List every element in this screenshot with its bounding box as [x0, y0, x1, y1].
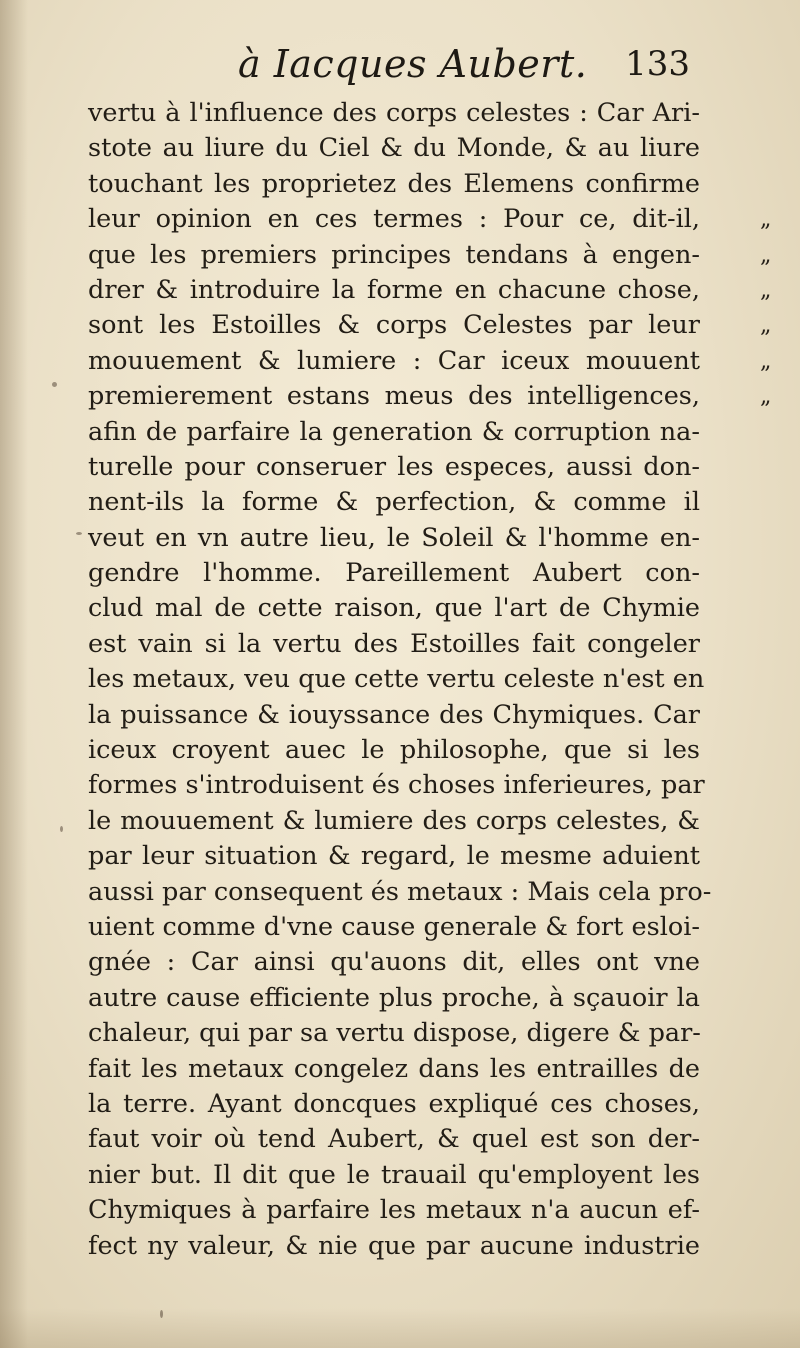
text-line	[88, 733, 700, 768]
line-text: la terre. Ayant doncques expliqué ces choses,	[88, 1088, 700, 1119]
text-line	[88, 415, 700, 450]
line-text: nent-ils la forme & perfection, & comme il	[88, 487, 700, 518]
gutter-shadow	[0, 0, 28, 1348]
ink-speck	[60, 826, 63, 832]
text-line	[88, 627, 700, 662]
line-text: le mouuement & lumiere des corps celestes, &	[88, 805, 700, 836]
ink-speck	[52, 382, 57, 387]
quotation-margin-mark: „	[760, 313, 772, 339]
line-text: uient comme d'vne cause generale & fort esloi-	[88, 911, 700, 942]
text-line	[88, 910, 700, 945]
text-line	[88, 662, 705, 697]
text-line	[88, 238, 772, 273]
line-text: premierement estans meus des intelligences,	[88, 381, 700, 412]
page-edge-shade	[0, 1308, 800, 1348]
line-text: drer & introduire la forme en chacune chose,	[88, 274, 700, 305]
text-line	[88, 1158, 700, 1193]
text-line	[88, 556, 700, 591]
text-line	[88, 96, 700, 131]
line-text: est vain si la vertu des Estoilles fait congeler	[88, 628, 700, 659]
line-text: fait les metaux congelez dans les entrailles de	[88, 1053, 700, 1084]
text-line	[88, 1122, 700, 1157]
line-text: par leur situation & regard, le mesme aduient	[88, 841, 700, 872]
text-line	[88, 131, 700, 166]
line-text: aussi par consequent és metaux : Mais cela pro-	[88, 876, 712, 907]
text-line	[88, 308, 772, 343]
line-text: mouuement & lumiere : Car iceux mouuent	[88, 345, 700, 376]
text-line	[88, 591, 700, 626]
text-line	[88, 202, 772, 237]
text-line	[88, 839, 700, 874]
line-text: touchant les proprietez des Elemens confirme	[88, 168, 700, 199]
body-text	[88, 96, 772, 1264]
line-text: leur opinion en ces termes : Pour ce, dit-il,	[88, 204, 700, 235]
line-text: formes s'introduisent és choses inferieures, par	[88, 770, 705, 801]
text-line	[88, 981, 700, 1016]
text-line	[88, 273, 772, 308]
text-line	[88, 1052, 700, 1087]
text-line	[88, 450, 700, 485]
line-text: clud mal de cette raison, que l'art de Chymie	[88, 593, 700, 624]
line-text: nier but. Il dit que le trauail qu'employent les	[88, 1159, 700, 1190]
quotation-margin-mark: „	[760, 277, 772, 303]
quotation-margin-mark: „	[760, 384, 772, 410]
line-text: autre cause efficiente plus proche, à sçauoir la	[88, 982, 700, 1013]
line-text: stote au liure du Ciel & du Monde, & au liure	[88, 133, 700, 164]
text-line	[88, 698, 700, 733]
line-text: iceux croyent auec le philosophe, que si les	[88, 735, 700, 766]
line-text: que les premiers principes tendans à engen-	[88, 239, 700, 270]
line-text: vertu à l'influence des corps celestes : Car Ari-	[88, 98, 700, 128]
line-text: turelle pour conseruer les especes, aussi don-	[88, 451, 700, 482]
text-line	[88, 804, 700, 839]
line-text: fect ny valeur, & nie que par aucune industrie	[88, 1230, 700, 1261]
line-text: les metaux, veu que cette vertu celeste n'est en	[88, 664, 705, 695]
text-line	[88, 344, 772, 379]
page-number: 133	[625, 44, 690, 84]
line-text: afin de parfaire la generation & corruption na-	[88, 416, 700, 447]
text-line	[88, 167, 700, 202]
text-line	[88, 1193, 700, 1228]
text-line	[88, 485, 700, 520]
quotation-margin-mark: „	[760, 348, 772, 374]
running-title: à Iacques Aubert.	[238, 42, 588, 86]
line-text: faut voir où tend Aubert, & quel est son der-	[88, 1124, 700, 1155]
ink-speck	[76, 532, 82, 535]
quotation-margin-mark: „	[760, 207, 772, 233]
text-line	[88, 768, 705, 803]
running-head	[90, 42, 690, 98]
text-line	[88, 521, 700, 556]
line-text: chaleur, qui par sa vertu dispose, digere & par-	[88, 1018, 701, 1049]
line-text: veut en vn autre lieu, le Soleil & l'homme en-	[88, 522, 700, 553]
line-text: gendre l'homme. Pareillement Aubert con-	[88, 558, 700, 589]
text-line	[88, 1229, 700, 1264]
line-text: sont les Estoilles & corps Celestes par leur	[88, 310, 700, 341]
line-text: Chymiques à parfaire les metaux n'a aucun ef-	[88, 1195, 700, 1226]
text-line	[88, 379, 772, 414]
quotation-margin-mark: „	[760, 242, 772, 268]
line-text: la puissance & iouyssance des Chymiques. Car	[88, 699, 700, 730]
ink-speck	[160, 1310, 163, 1318]
text-line	[88, 875, 712, 910]
line-text: gnée : Car ainsi qu'auons dit, elles ont vne	[88, 947, 700, 978]
text-line	[88, 945, 700, 980]
text-line	[88, 1016, 700, 1051]
text-line	[88, 1087, 700, 1122]
